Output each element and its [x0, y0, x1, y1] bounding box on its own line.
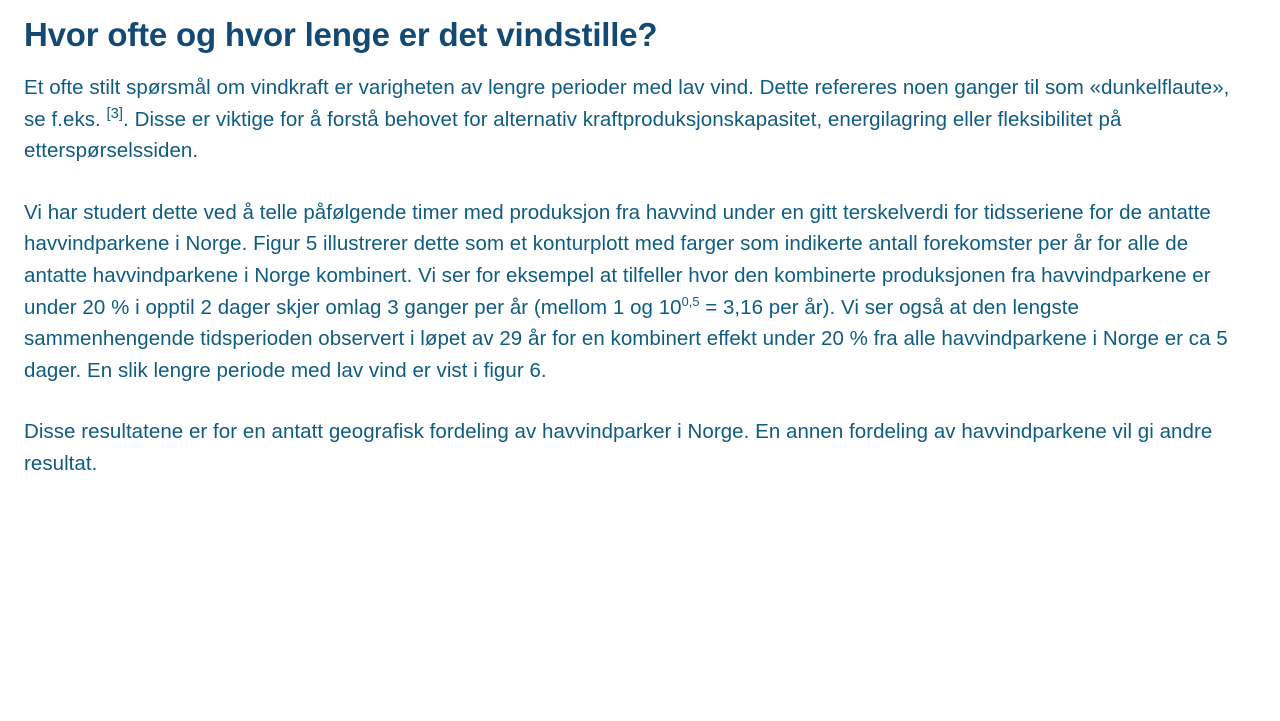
reference-link-3[interactable]: [3]	[106, 105, 124, 122]
page-title: Hvor ofte og hvor lenge er det vindstille?	[24, 16, 658, 53]
article-body	[24, 72, 1254, 479]
paragraph-1	[24, 72, 1254, 167]
paragraph-3: Disse resultatene er for en antatt geografisk fordeling av havvindparker i Norge. En annen fordeling av havvindparkene vil gi andre resultat.	[24, 420, 1213, 475]
paragraph-2	[24, 197, 1254, 386]
paragraph-1-text-before-ref: Et ofte stilt spørsmål om vindkraft er varigheten av lengre perioder med lav vind. Dette refereres noen ganger til som «dunkelflaute», se f.eks.	[24, 76, 1230, 131]
paragraph-1-text-after-ref: . Disse er viktige for å forstå behovet for alternativ kraftproduksjonskapasitet, energilagring eller fleksibilitet på etterspørselssiden.	[24, 107, 1122, 163]
exponent-value: 0,5	[681, 293, 700, 309]
paragraph-2-text-after-exponent: = 3,16 per år). Vi ser også at den lengste sammenhengende tidsperioden observert i løpet av 29 år for en kombinert effekt under 20 % fra alle havvindparkene i Norge er ca 5 dager. En slik lengre periode med lav vind er vist i figur 6.	[24, 295, 1228, 382]
paragraph-2-text-before-exponent: Vi har studert dette ved å telle påfølgende timer med produksjon fra havvind under en gitt terskelverdi for tidsseriene for de antatte havvindparkene i Norge. Figur 5 illustrerer dette som et konturplott med farger som indikerte antall forekomster per år for alle de antatte havvindparkene i Norge kombinert. Vi ser for eksempel at tilfeller hvor den kombinerte produksjonen fra havvindparkene er under 20 % i opptil 2 dager skjer omlag 3 ganger per år (mellom 1 og 10	[24, 200, 1211, 319]
